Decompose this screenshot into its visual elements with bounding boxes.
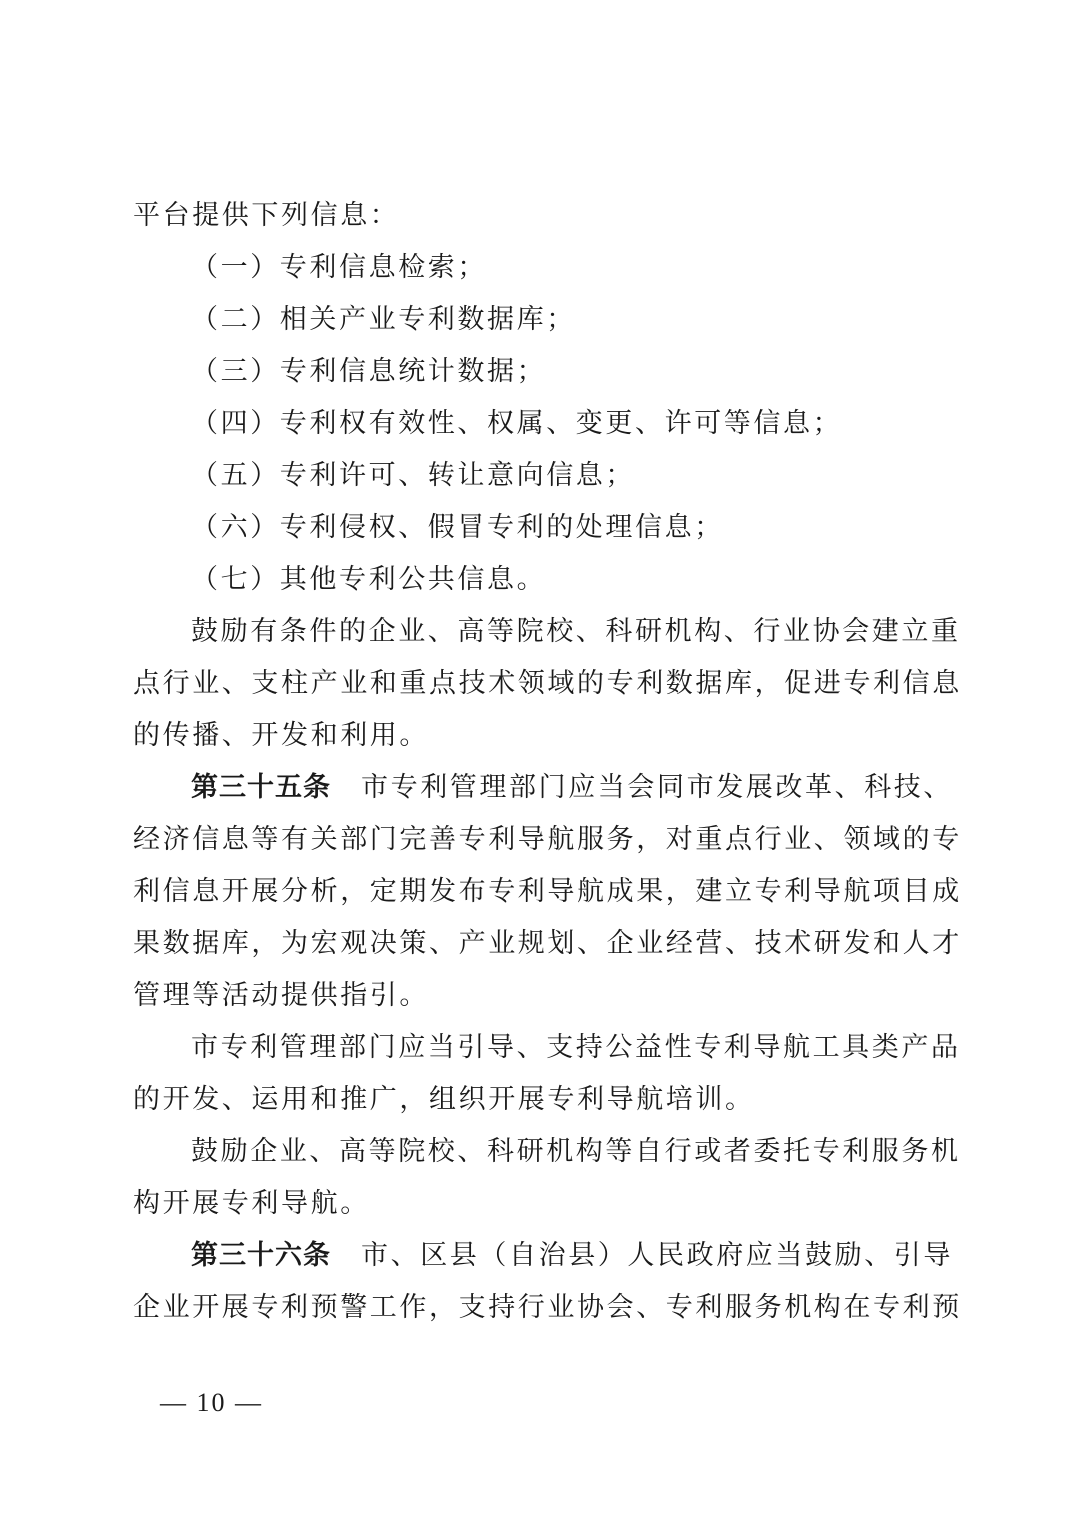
paragraph-line-10: 点行业、支柱产业和重点技术领域的专利数据库，促进专利信息 bbox=[133, 668, 962, 699]
paragraph-line-22: 企业开展专利预警工作，支持行业协会、专利服务机构在专利预 bbox=[133, 1292, 962, 1323]
list-item-7: （七）其他专利公共信息。 bbox=[191, 564, 547, 595]
list-item-5: （五）专利许可、转让意向信息； bbox=[191, 460, 635, 491]
paragraph-line-20: 构开展专利导航。 bbox=[133, 1188, 370, 1219]
paragraph-line-16: 管理等活动提供指引。 bbox=[133, 980, 429, 1011]
article-heading-35: 第三十五条 bbox=[191, 772, 331, 803]
list-item-3: （三）专利信息统计数据； bbox=[191, 356, 547, 387]
list-item-1: （一）专利信息检索； bbox=[191, 252, 487, 283]
paragraph-line-14: 利信息开展分析，定期发布专利导航成果，建立专利导航项目成 bbox=[133, 876, 962, 907]
article-35-text: 市专利管理部门应当会同市发展改革、科技、 bbox=[361, 772, 953, 803]
document-body bbox=[133, 190, 962, 1334]
article-36-line-1 bbox=[133, 1230, 953, 1282]
paragraph-line-15: 果数据库，为宏观决策、产业规划、企业经营、技术研发和人才 bbox=[133, 928, 962, 959]
paragraph-line-19: 鼓励企业、高等院校、科研机构等自行或者委托专利服务机 bbox=[191, 1136, 961, 1167]
list-item-4: （四）专利权有效性、权属、变更、许可等信息； bbox=[191, 408, 843, 439]
text-line-1: 平台提供下列信息： bbox=[133, 200, 400, 231]
article-35-line-1 bbox=[133, 762, 953, 814]
paragraph-line-17: 市专利管理部门应当引导、支持公益性专利导航工具类产品 bbox=[191, 1032, 961, 1063]
paragraph-line-11: 的传播、开发和利用。 bbox=[133, 720, 429, 751]
list-item-2: （二）相关产业专利数据库； bbox=[191, 304, 576, 335]
article-36-text: 市、区县（自治县）人民政府应当鼓励、引导 bbox=[361, 1240, 953, 1271]
paragraph-line-13: 经济信息等有关部门完善专利导航服务，对重点行业、领域的专 bbox=[133, 824, 962, 855]
paragraph-line-18: 的开发、运用和推广，组织开展专利导航培训。 bbox=[133, 1084, 755, 1115]
list-item-6: （六）专利侵权、假冒专利的处理信息； bbox=[191, 512, 724, 543]
page-number: — 10 — bbox=[160, 1388, 263, 1417]
paragraph-line-9: 鼓励有条件的企业、高等院校、科研机构、行业协会建立重 bbox=[191, 616, 961, 647]
article-heading-36: 第三十六条 bbox=[191, 1240, 331, 1271]
